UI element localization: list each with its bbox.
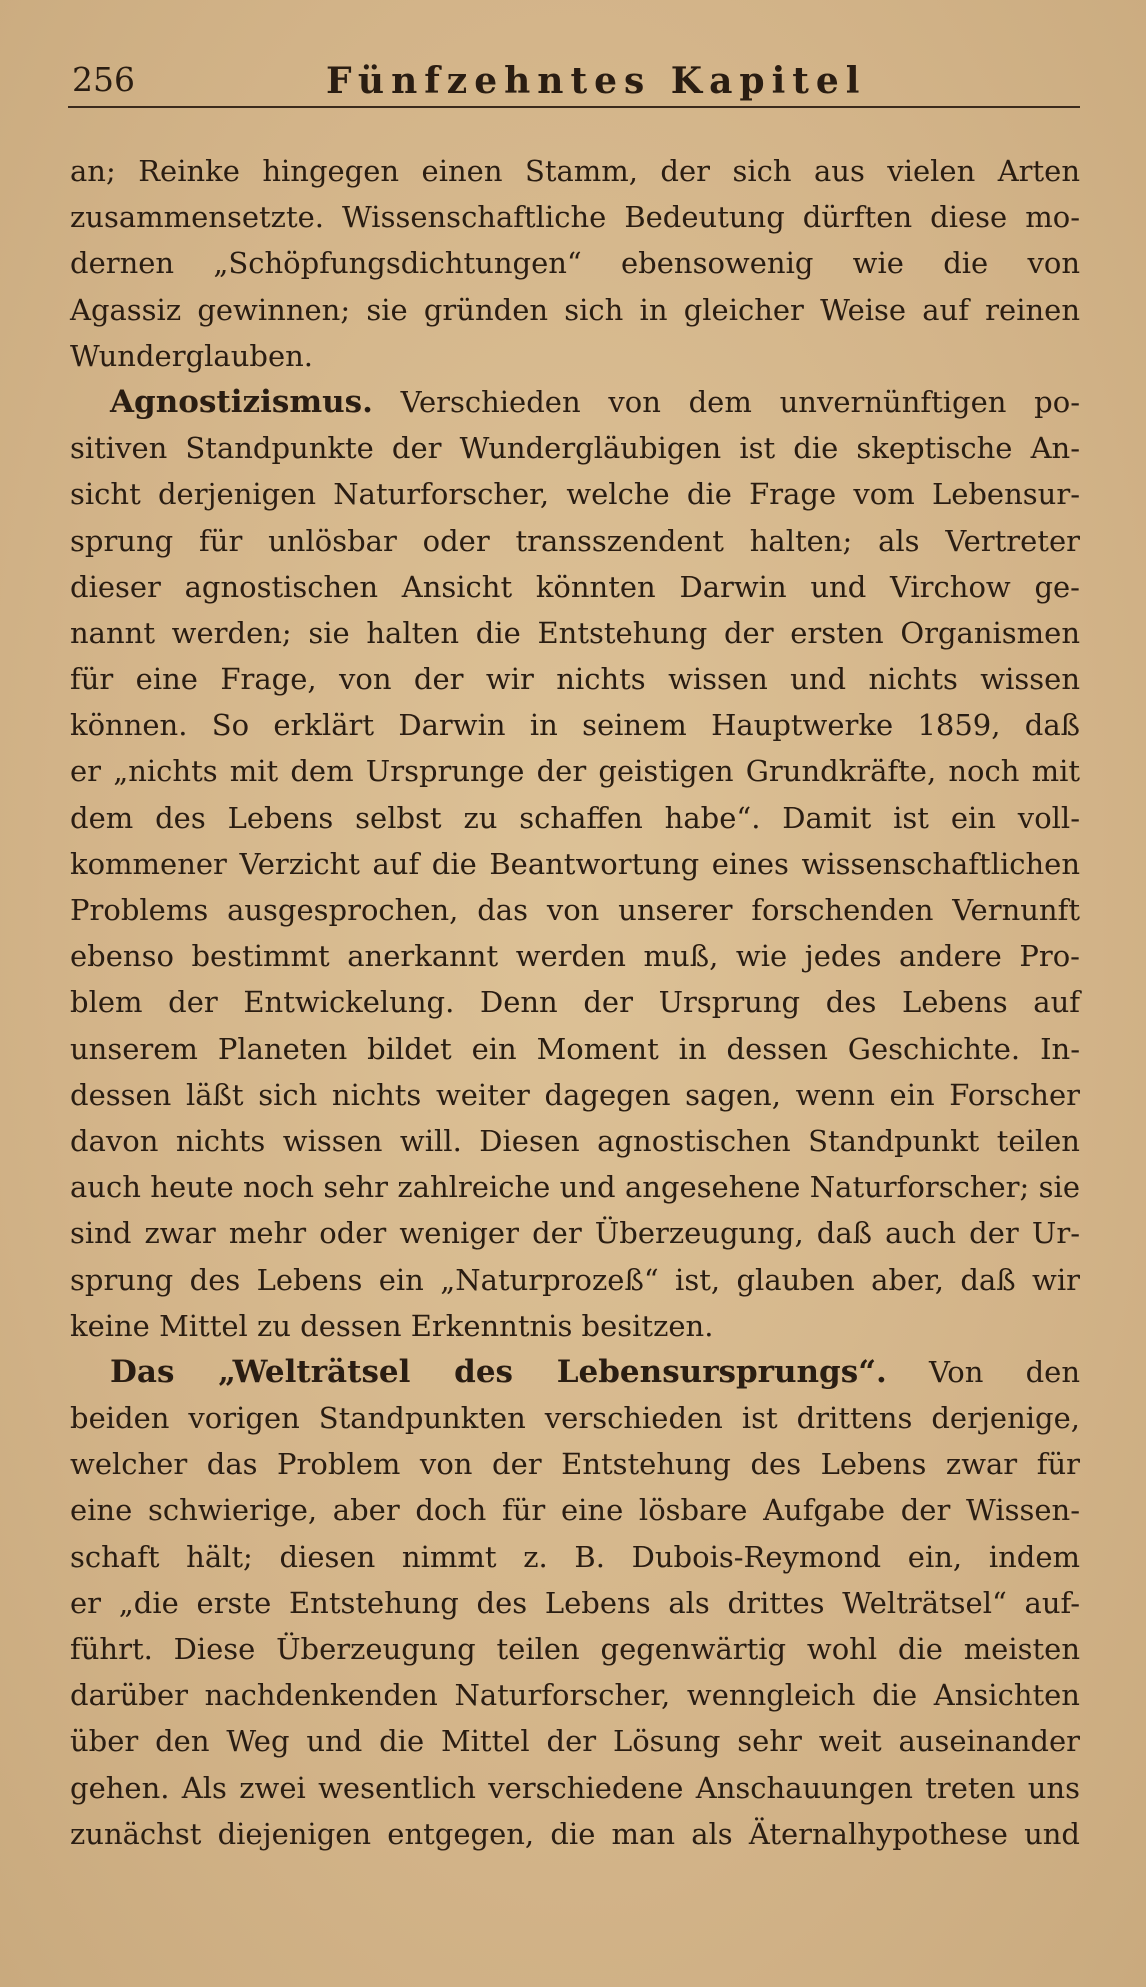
text-line: sicht derjenigen Naturforscher, welche die Frage vom Lebensur-	[70, 477, 1080, 512]
text-line: sitiven Standpunkte der Wundergläubigen ist die skeptische An-	[70, 431, 1080, 466]
text-line: auch heute noch sehr zahlreiche und angesehene Naturforscher; sie	[70, 1170, 1080, 1205]
text-line: welcher das Problem von der Entstehung des Lebens zwar für	[70, 1447, 1080, 1482]
text-line: kommener Verzicht auf die Beantwortung eines wissenschaftlichen	[70, 846, 1080, 881]
text-line: können. So erklärt Darwin in seinem Hauptwerke 1859, daß	[70, 708, 1080, 743]
text-line: über den Weg und die Mittel der Lösung sehr weit auseinander	[70, 1724, 1080, 1759]
text-line: davon nichts wissen will. Diesen agnostischen Standpunkt teilen	[70, 1123, 1080, 1158]
text-line: darüber nachdenkenden Naturforscher, wenngleich die Ansichten	[70, 1678, 1080, 1713]
text-line: nannt werden; sie halten die Entstehung der ersten Organismen	[70, 615, 1080, 650]
text-line: zunächst diejenigen entgegen, die man als Äternalhypothese und	[70, 1816, 1080, 1851]
text-line: unserem Planeten bildet ein Moment in dessen Geschichte. In-	[70, 1031, 1080, 1066]
text-line: dem des Lebens selbst zu schaffen habe“. Damit ist ein voll-	[70, 800, 1080, 835]
text-line: er „nichts mit dem Ursprunge der geistigen Grundkräfte, noch mit	[70, 754, 1080, 789]
text-line: keine Mittel zu dessen Erkenntnis besitzen.	[70, 1308, 714, 1343]
section-start-line: Das „Welträtsel des Lebensursprungs“. Von den	[110, 1353, 1080, 1390]
text-line: dernen „Schöpfungsdichtungen“ ebensowenig wie die von	[70, 246, 1080, 281]
text-line: zusammensetzte. Wissenschaftliche Bedeutung dürften diese mo-	[70, 200, 1080, 235]
page-number: 256	[72, 60, 135, 99]
section-heading-agnostizismus: Agnostizismus.	[110, 383, 373, 420]
text-line: Problems ausgesprochen, das von unserer forschenden Vernunft	[70, 893, 1080, 927]
text-line: gehen. Als zwei wesentlich verschiedene Anschauungen treten uns	[70, 1770, 1080, 1805]
text-line: er „die erste Entstehung des Lebens als drittes Welträtsel“ auf-	[70, 1585, 1080, 1620]
text-line: eine schwierige, aber doch für eine lösbare Aufgabe der Wissen-	[70, 1493, 1080, 1528]
text-line: beiden vorigen Standpunkten verschieden ist drittens derjenige,	[70, 1401, 1080, 1436]
section-heading-weltraetsel: Das „Welträtsel des Lebensursprungs“.	[110, 1353, 887, 1390]
text-line: Wunderglauben.	[70, 338, 314, 373]
text-line: dessen läßt sich nichts weiter dagegen sagen, wenn ein Forscher	[70, 1077, 1080, 1112]
text-line: Agassiz gewinnen; sie gründen sich in gleicher Weise auf reinen	[70, 292, 1080, 327]
chapter-title: Fünfzehntes Kapitel	[326, 60, 867, 102]
text-line: an; Reinke hingegen einen Stamm, der sich aus vielen Arten	[70, 154, 1080, 188]
text-line: blem der Entwickelung. Denn der Ursprung des Lebens auf	[70, 985, 1080, 1020]
text-line: dieser agnostischen Ansicht könnten Darwin und Virchow ge-	[70, 569, 1080, 604]
text-line: führt. Diese Überzeugung teilen gegenwärtig wohl die meisten	[70, 1632, 1080, 1666]
running-head	[68, 58, 1080, 104]
text-line: sind zwar mehr oder weniger der Überzeugung, daß auch der Ur-	[70, 1216, 1080, 1251]
text-line: sprung für unlösbar oder transszendent halten; als Vertreter	[70, 523, 1080, 558]
text-line: schaft hält; diesen nimmt z. B. Dubois-Reymond ein, indem	[70, 1539, 1080, 1574]
section-start-line: Agnostizismus. Verschieden von dem unvernünftigen po-	[110, 383, 1081, 420]
text-line: ebenso bestimmt anerkannt werden muß, wie jedes andere Pro-	[70, 939, 1080, 974]
text-line: für eine Frage, von der wir nichts wissen und nichts wissen	[70, 662, 1080, 697]
body-text	[70, 148, 1080, 1857]
text-line: sprung des Lebens ein „Naturprozeß“ ist, glauben aber, daß wir	[70, 1262, 1080, 1297]
header-rule	[68, 106, 1080, 108]
